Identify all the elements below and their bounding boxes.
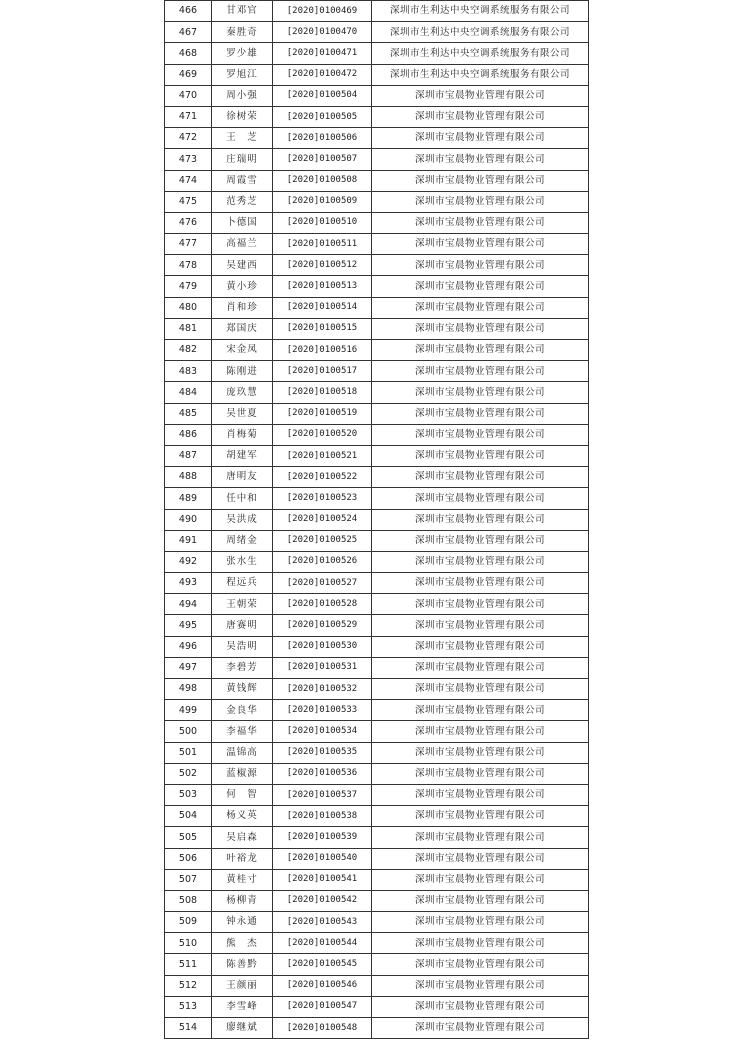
roster-table-body	[165, 1, 589, 1039]
row-number: 498	[165, 679, 212, 700]
company-name: 深圳市宝晨物业管理有限公司	[372, 700, 589, 721]
company-name: 深圳市宝晨物业管理有限公司	[372, 467, 589, 488]
person-name: 唐赛明	[212, 615, 273, 636]
certificate-number: [2020]0100513	[273, 276, 372, 297]
certificate-number: [2020]0100539	[273, 827, 372, 848]
person-name: 甘邓官	[212, 1, 273, 22]
table-row	[165, 445, 589, 466]
company-name: 深圳市宝晨物业管理有限公司	[372, 445, 589, 466]
company-name: 深圳市宝晨物业管理有限公司	[372, 636, 589, 657]
person-name: 李雪峰	[212, 996, 273, 1017]
certificate-number: [2020]0100526	[273, 551, 372, 572]
company-name: 深圳市宝晨物业管理有限公司	[372, 975, 589, 996]
certificate-number: [2020]0100515	[273, 318, 372, 339]
table-row	[165, 509, 589, 530]
certificate-number: [2020]0100545	[273, 954, 372, 975]
table-row	[165, 382, 589, 403]
certificate-number: [2020]0100510	[273, 212, 372, 233]
row-number: 486	[165, 424, 212, 445]
table-row	[165, 361, 589, 382]
company-name: 深圳市宝晨物业管理有限公司	[372, 128, 589, 149]
company-name: 深圳市宝晨物业管理有限公司	[372, 996, 589, 1017]
row-number: 512	[165, 975, 212, 996]
table-row	[165, 170, 589, 191]
certificate-number: [2020]0100523	[273, 488, 372, 509]
certificate-number: [2020]0100518	[273, 382, 372, 403]
person-name: 肖梅菊	[212, 424, 273, 445]
certificate-number: [2020]0100546	[273, 975, 372, 996]
certificate-number: [2020]0100504	[273, 85, 372, 106]
table-row	[165, 742, 589, 763]
company-name: 深圳市宝晨物业管理有限公司	[372, 933, 589, 954]
certificate-number: [2020]0100512	[273, 255, 372, 276]
certificate-number: [2020]0100537	[273, 784, 372, 805]
row-number: 501	[165, 742, 212, 763]
company-name: 深圳市宝晨物业管理有限公司	[372, 551, 589, 572]
certificate-number: [2020]0100540	[273, 848, 372, 869]
table-row	[165, 679, 589, 700]
row-number: 494	[165, 594, 212, 615]
company-name: 深圳市宝晨物业管理有限公司	[372, 721, 589, 742]
row-number: 491	[165, 530, 212, 551]
row-number: 474	[165, 170, 212, 191]
table-row	[165, 890, 589, 911]
company-name: 深圳市宝晨物业管理有限公司	[372, 1018, 589, 1039]
person-name: 黄钱辉	[212, 679, 273, 700]
company-name: 深圳市宝晨物业管理有限公司	[372, 615, 589, 636]
company-name: 深圳市宝晨物业管理有限公司	[372, 85, 589, 106]
table-row	[165, 848, 589, 869]
row-number: 497	[165, 657, 212, 678]
person-name: 杨义英	[212, 806, 273, 827]
row-number: 471	[165, 106, 212, 127]
row-number: 477	[165, 234, 212, 255]
row-number: 484	[165, 382, 212, 403]
certificate-number: [2020]0100528	[273, 594, 372, 615]
person-name: 廖继斌	[212, 1018, 273, 1039]
company-name: 深圳市宝晨物业管理有限公司	[372, 424, 589, 445]
person-name: 温锦高	[212, 742, 273, 763]
table-row	[165, 340, 589, 361]
person-name: 陈刚进	[212, 361, 273, 382]
certificate-number: [2020]0100548	[273, 1018, 372, 1039]
certificate-number: [2020]0100527	[273, 573, 372, 594]
table-row	[165, 276, 589, 297]
table-row	[165, 1018, 589, 1039]
company-name: 深圳市宝晨物业管理有限公司	[372, 679, 589, 700]
person-name: 张水生	[212, 551, 273, 572]
certificate-number: [2020]0100505	[273, 106, 372, 127]
certificate-number: [2020]0100514	[273, 297, 372, 318]
company-name: 深圳市宝晨物业管理有限公司	[372, 170, 589, 191]
row-number: 488	[165, 467, 212, 488]
table-row	[165, 467, 589, 488]
row-number: 502	[165, 763, 212, 784]
table-row	[165, 827, 589, 848]
table-row	[165, 721, 589, 742]
person-name: 叶裕龙	[212, 848, 273, 869]
company-name: 深圳市宝晨物业管理有限公司	[372, 106, 589, 127]
row-number: 468	[165, 43, 212, 64]
roster-table	[164, 0, 589, 1039]
row-number: 492	[165, 551, 212, 572]
certificate-number: [2020]0100469	[273, 1, 372, 22]
table-row	[165, 657, 589, 678]
certificate-number: [2020]0100519	[273, 403, 372, 424]
company-name: 深圳市宝晨物业管理有限公司	[372, 784, 589, 805]
person-name: 吴浩明	[212, 636, 273, 657]
company-name: 深圳市宝晨物业管理有限公司	[372, 509, 589, 530]
row-number: 504	[165, 806, 212, 827]
table-row	[165, 975, 589, 996]
certificate-number: [2020]0100532	[273, 679, 372, 700]
certificate-number: [2020]0100547	[273, 996, 372, 1017]
table-row	[165, 806, 589, 827]
company-name: 深圳市宝晨物业管理有限公司	[372, 382, 589, 403]
table-row	[165, 403, 589, 424]
row-number: 478	[165, 255, 212, 276]
company-name: 深圳市宝晨物业管理有限公司	[372, 297, 589, 318]
person-name: 范秀芝	[212, 191, 273, 212]
table-row	[165, 191, 589, 212]
table-row	[165, 128, 589, 149]
company-name: 深圳市宝晨物业管理有限公司	[372, 191, 589, 212]
person-name: 周绪金	[212, 530, 273, 551]
certificate-number: [2020]0100530	[273, 636, 372, 657]
company-name: 深圳市宝晨物业管理有限公司	[372, 255, 589, 276]
row-number: 473	[165, 149, 212, 170]
table-row	[165, 488, 589, 509]
certificate-number: [2020]0100470	[273, 22, 372, 43]
company-name: 深圳市宝晨物业管理有限公司	[372, 763, 589, 784]
table-row	[165, 763, 589, 784]
certificate-number: [2020]0100535	[273, 742, 372, 763]
table-row	[165, 255, 589, 276]
person-name: 何 智	[212, 784, 273, 805]
company-name: 深圳市宝晨物业管理有限公司	[372, 318, 589, 339]
row-number: 495	[165, 615, 212, 636]
row-number: 511	[165, 954, 212, 975]
table-row	[165, 149, 589, 170]
certificate-number: [2020]0100517	[273, 361, 372, 382]
table-row	[165, 869, 589, 890]
person-name: 蓝椒源	[212, 763, 273, 784]
company-name: 深圳市宝晨物业管理有限公司	[372, 594, 589, 615]
person-name: 陈善黔	[212, 954, 273, 975]
company-name: 深圳市宝晨物业管理有限公司	[372, 488, 589, 509]
person-name: 庄瑞明	[212, 149, 273, 170]
company-name: 深圳市生利达中央空调系统服务有限公司	[372, 64, 589, 85]
person-name: 高福兰	[212, 234, 273, 255]
person-name: 秦胜奇	[212, 22, 273, 43]
company-name: 深圳市宝晨物业管理有限公司	[372, 742, 589, 763]
person-name: 程远兵	[212, 573, 273, 594]
row-number: 507	[165, 869, 212, 890]
row-number: 485	[165, 403, 212, 424]
company-name: 深圳市宝晨物业管理有限公司	[372, 848, 589, 869]
company-name: 深圳市宝晨物业管理有限公司	[372, 530, 589, 551]
row-number: 503	[165, 784, 212, 805]
row-number: 470	[165, 85, 212, 106]
row-number: 513	[165, 996, 212, 1017]
certificate-number: [2020]0100472	[273, 64, 372, 85]
row-number: 469	[165, 64, 212, 85]
table-row	[165, 996, 589, 1017]
company-name: 深圳市宝晨物业管理有限公司	[372, 276, 589, 297]
row-number: 482	[165, 340, 212, 361]
person-name: 王 芝	[212, 128, 273, 149]
person-name: 李碧芳	[212, 657, 273, 678]
company-name: 深圳市宝晨物业管理有限公司	[372, 912, 589, 933]
row-number: 472	[165, 128, 212, 149]
certificate-number: [2020]0100541	[273, 869, 372, 890]
company-name: 深圳市宝晨物业管理有限公司	[372, 827, 589, 848]
person-name: 黄小珍	[212, 276, 273, 297]
certificate-number: [2020]0100509	[273, 191, 372, 212]
certificate-number: [2020]0100542	[273, 890, 372, 911]
row-number: 466	[165, 1, 212, 22]
person-name: 肖和珍	[212, 297, 273, 318]
row-number: 509	[165, 912, 212, 933]
person-name: 宋金凤	[212, 340, 273, 361]
row-number: 496	[165, 636, 212, 657]
person-name: 王颜丽	[212, 975, 273, 996]
company-name: 深圳市宝晨物业管理有限公司	[372, 806, 589, 827]
table-row	[165, 954, 589, 975]
person-name: 王朝荣	[212, 594, 273, 615]
table-row	[165, 530, 589, 551]
certificate-number: [2020]0100533	[273, 700, 372, 721]
certificate-number: [2020]0100544	[273, 933, 372, 954]
row-number: 505	[165, 827, 212, 848]
table-row	[165, 573, 589, 594]
table-row	[165, 64, 589, 85]
person-name: 金良华	[212, 700, 273, 721]
company-name: 深圳市宝晨物业管理有限公司	[372, 212, 589, 233]
company-name: 深圳市宝晨物业管理有限公司	[372, 234, 589, 255]
table-row	[165, 212, 589, 233]
person-name: 卜德国	[212, 212, 273, 233]
company-name: 深圳市宝晨物业管理有限公司	[372, 340, 589, 361]
company-name: 深圳市宝晨物业管理有限公司	[372, 403, 589, 424]
row-number: 493	[165, 573, 212, 594]
company-name: 深圳市生利达中央空调系统服务有限公司	[372, 1, 589, 22]
row-number: 467	[165, 22, 212, 43]
table-row	[165, 22, 589, 43]
certificate-number: [2020]0100520	[273, 424, 372, 445]
person-name: 吴启森	[212, 827, 273, 848]
row-number: 514	[165, 1018, 212, 1039]
person-name: 胡建军	[212, 445, 273, 466]
person-name: 罗旭江	[212, 64, 273, 85]
person-name: 郑国庆	[212, 318, 273, 339]
person-name: 熊 杰	[212, 933, 273, 954]
certificate-number: [2020]0100508	[273, 170, 372, 191]
row-number: 510	[165, 933, 212, 954]
table-row	[165, 234, 589, 255]
company-name: 深圳市生利达中央空调系统服务有限公司	[372, 22, 589, 43]
company-name: 深圳市宝晨物业管理有限公司	[372, 361, 589, 382]
certificate-number: [2020]0100529	[273, 615, 372, 636]
company-name: 深圳市宝晨物业管理有限公司	[372, 573, 589, 594]
company-name: 深圳市生利达中央空调系统服务有限公司	[372, 43, 589, 64]
table-row	[165, 1, 589, 22]
company-name: 深圳市宝晨物业管理有限公司	[372, 869, 589, 890]
table-row	[165, 106, 589, 127]
certificate-number: [2020]0100524	[273, 509, 372, 530]
row-number: 476	[165, 212, 212, 233]
table-row	[165, 318, 589, 339]
certificate-number: [2020]0100538	[273, 806, 372, 827]
person-name: 钟永通	[212, 912, 273, 933]
row-number: 500	[165, 721, 212, 742]
certificate-number: [2020]0100534	[273, 721, 372, 742]
person-name: 罗少雄	[212, 43, 273, 64]
row-number: 490	[165, 509, 212, 530]
person-name: 杨柳青	[212, 890, 273, 911]
person-name: 周霞雪	[212, 170, 273, 191]
certificate-number: [2020]0100521	[273, 445, 372, 466]
company-name: 深圳市宝晨物业管理有限公司	[372, 954, 589, 975]
row-number: 506	[165, 848, 212, 869]
table-row	[165, 551, 589, 572]
person-name: 吴世夏	[212, 403, 273, 424]
row-number: 475	[165, 191, 212, 212]
row-number: 489	[165, 488, 212, 509]
certificate-number: [2020]0100516	[273, 340, 372, 361]
row-number: 479	[165, 276, 212, 297]
table-row	[165, 424, 589, 445]
row-number: 481	[165, 318, 212, 339]
person-name: 吴洪成	[212, 509, 273, 530]
row-number: 499	[165, 700, 212, 721]
person-name: 徐树荣	[212, 106, 273, 127]
company-name: 深圳市宝晨物业管理有限公司	[372, 657, 589, 678]
person-name: 任中和	[212, 488, 273, 509]
certificate-number: [2020]0100522	[273, 467, 372, 488]
certificate-number: [2020]0100536	[273, 763, 372, 784]
table-row	[165, 594, 589, 615]
row-number: 480	[165, 297, 212, 318]
certificate-number: [2020]0100525	[273, 530, 372, 551]
person-name: 唐明友	[212, 467, 273, 488]
certificate-number: [2020]0100471	[273, 43, 372, 64]
certificate-number: [2020]0100506	[273, 128, 372, 149]
company-name: 深圳市宝晨物业管理有限公司	[372, 149, 589, 170]
company-name: 深圳市宝晨物业管理有限公司	[372, 890, 589, 911]
table-row	[165, 700, 589, 721]
row-number: 487	[165, 445, 212, 466]
person-name: 庞玖慧	[212, 382, 273, 403]
person-name: 李福华	[212, 721, 273, 742]
table-row	[165, 912, 589, 933]
row-number: 508	[165, 890, 212, 911]
row-number: 483	[165, 361, 212, 382]
table-row	[165, 636, 589, 657]
certificate-number: [2020]0100543	[273, 912, 372, 933]
table-row	[165, 933, 589, 954]
certificate-number: [2020]0100507	[273, 149, 372, 170]
table-row	[165, 85, 589, 106]
person-name: 黄桂寸	[212, 869, 273, 890]
certificate-number: [2020]0100531	[273, 657, 372, 678]
table-row	[165, 615, 589, 636]
table-row	[165, 784, 589, 805]
person-name: 吴建西	[212, 255, 273, 276]
certificate-number: [2020]0100511	[273, 234, 372, 255]
person-name: 周小强	[212, 85, 273, 106]
table-row	[165, 43, 589, 64]
table-row	[165, 297, 589, 318]
